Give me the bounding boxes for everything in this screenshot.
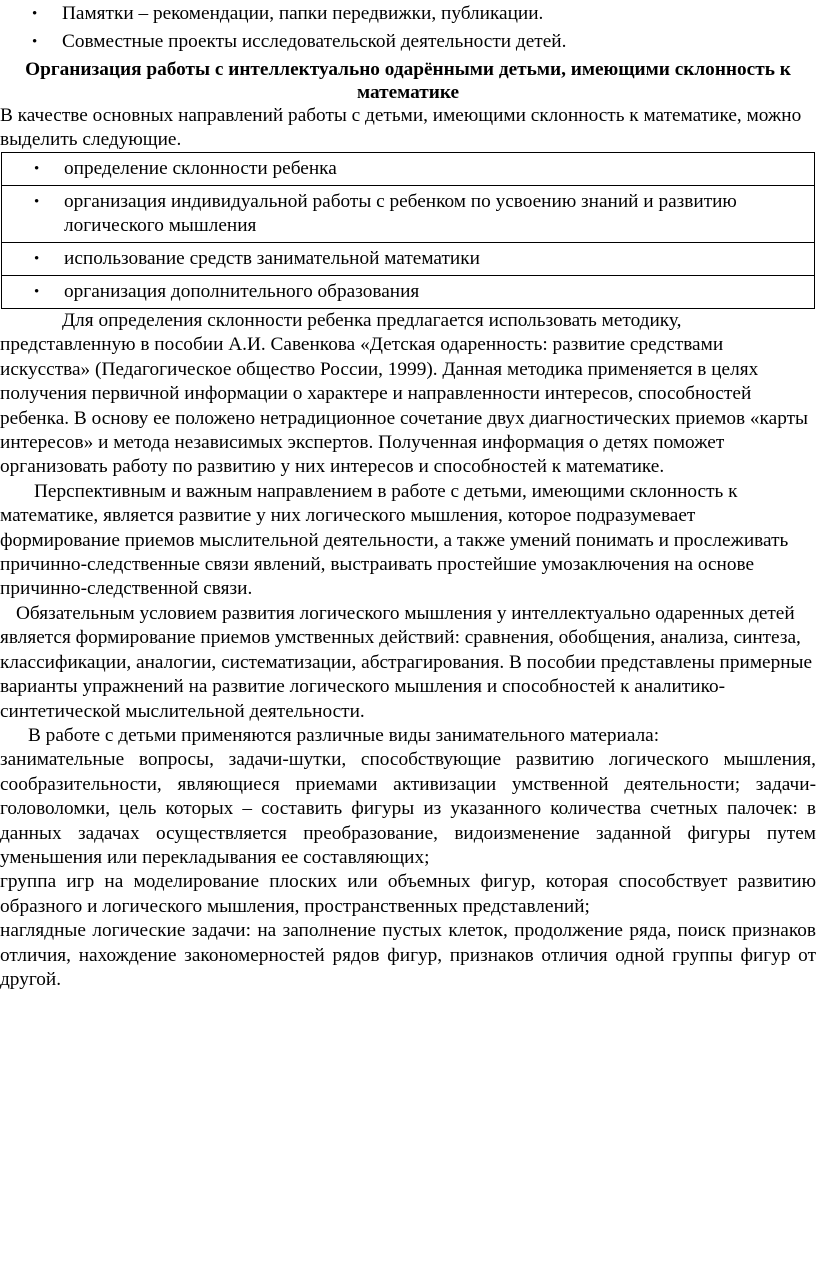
direction-text: организация дополнительного образования: [64, 281, 420, 302]
body-paragraph-logical-thinking: Перспективным и важным направлением в работе с детьми, имеющими склонность к математике, является развитие у них логического мышления, которое подразумевает формирование приемов мыслительной деятельности, а также умений понимать и прослеживать причинно-следственные связи явлений, выстраивать простейшие умозаключения на основе причинно-следственной связи.: [0, 480, 789, 600]
table-cell: [2, 243, 815, 276]
table-cell: [2, 186, 815, 243]
list-item-text: Памятки – рекомендации, папки передвижки, публикации.: [62, 3, 544, 24]
body-paragraph-methodology: Для определения склонности ребенка предлагается использовать методику, представленную в пособии А.И. Савенкова «Детская одаренность: развитие средствами искусства» (Педагогическое общество России, 1999). Данная методика применяется в целях получения первичной информации о характере и направленности интересов, способностей ребенка. В основу ее положено нетрадиционное сочетание двух диагностических приемов «карты интересов» и метода независимых экспертов. Полученная информация о детях поможет организовать работу по развитию у них интересов и способностей к математике.: [0, 310, 808, 478]
bullet-icon: •: [32, 6, 38, 22]
direction-text: организация индивидуальной работы с ребенком по усвоению знаний и развитию логического мышления: [64, 191, 737, 236]
bullet-icon: •: [34, 194, 40, 210]
table-row: [2, 186, 815, 243]
list-item: [0, 28, 816, 56]
top-bullet-list: [0, 0, 816, 56]
intro-paragraph: В качестве основных направлений работы с детьми, имеющими склонность к математике, можно выделить следующие.: [0, 105, 802, 150]
bullet-icon: •: [32, 34, 38, 50]
body-paragraph-mental-actions: Обязательным условием развития логического мышления у интеллектуально одаренных детей является формирование приемов умственных действий: сравнения, обобщения, анализа, синтеза, классификации, аналогии, систематизации, абстрагирования. В пособии представлены примерные варианты упражнений на развитие логического мышления и способностей к аналитико-синтетической мыслительной деятельности.: [0, 602, 813, 722]
direction-text: определение склонности ребенка: [64, 158, 337, 179]
body-paragraph-visual-tasks: наглядные логические задачи: на заполнение пустых клеток, продолжение ряда, поиск признаков отличия, нахождение закономерностей рядов фигур, признаков отличия одной группы фигур от другой.: [0, 920, 816, 990]
direction-text: использование средств занимательной математики: [64, 248, 480, 269]
list-item-text: Совместные проекты исследовательской деятельности детей.: [62, 31, 567, 52]
bullet-icon: •: [34, 251, 40, 267]
table-cell: [2, 276, 815, 309]
bullet-icon: •: [34, 284, 40, 300]
directions-table: [1, 152, 815, 309]
body-paragraph-puzzles: занимательные вопросы, задачи-шутки, способствующие развитию логического мышления, сообразительности, являющиеся приемами активизации умственной деятельности; задачи-головоломки, цель которых – составить фигуры из указанного количества счетных палочек: в данных задачах осуществляется преобразование, видоизменение заданной фигуры путем уменьшения или перекладывания ее составляющих;: [0, 749, 816, 868]
table-row: [2, 153, 815, 186]
list-item: [0, 0, 816, 28]
section-title: Организация работы с интеллектуально одарёнными детьми, имеющими склонность к математике: [25, 59, 791, 103]
table-row: [2, 243, 815, 276]
bullet-icon: •: [34, 161, 40, 177]
body-paragraph-materials-intro: В работе с детьми применяются различные виды занимательного материала:: [28, 724, 660, 746]
body-paragraph-modeling-games: группа игр на моделирование плоских или объемных фигур, которая способствует развитию образного и логического мышления, пространственных представлений;: [0, 871, 816, 917]
table-cell: [2, 153, 815, 186]
table-row: [2, 276, 815, 309]
